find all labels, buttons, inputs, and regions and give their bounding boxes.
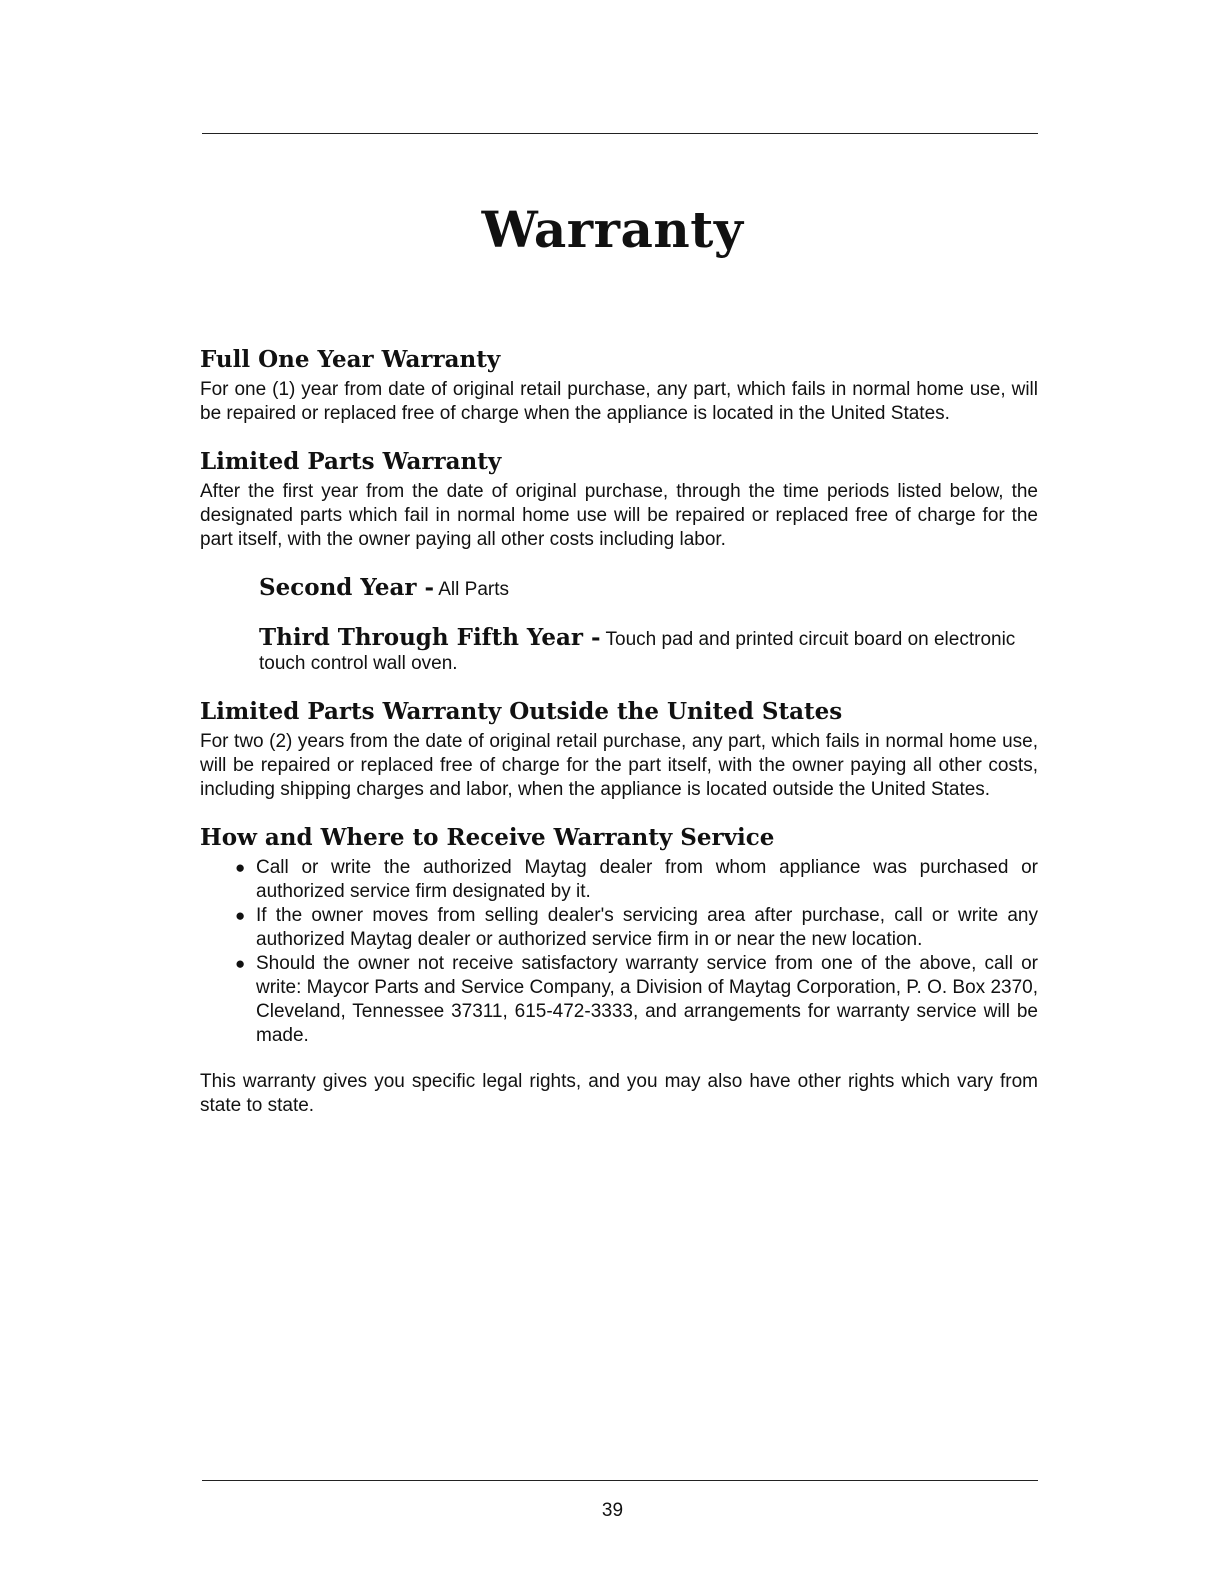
service-section — [200, 824, 1038, 1048]
full-one-year-heading: Full One Year Warranty — [200, 346, 501, 373]
outside-us-section — [200, 698, 1038, 802]
service-heading: How and Where to Receive Warranty Service — [200, 824, 775, 851]
closing-text: This warranty gives you specific legal rights, and you may also have other rights which vary from state to state. — [200, 1071, 1038, 1116]
top-rule — [202, 133, 1038, 134]
list-item — [235, 856, 1038, 904]
list-item — [235, 904, 1038, 952]
bullet-dot-icon: ● — [235, 954, 246, 973]
limited-parts-text: After the first year from the date of original purchase, through the time periods listed below, the designated parts which fail in normal home use will be repaired or replaced free of charge for the part itself, with the owner paying all other costs including labor. — [200, 481, 1038, 550]
service-bullet-text: Call or write the authorized Maytag dealer from whom appliance was purchased or authorized service firm designated by it. — [256, 857, 1038, 902]
third-fifth-year-text: Touch pad and printed circuit board on electronic touch control wall oven. — [259, 629, 1016, 674]
warranty-content — [200, 346, 1038, 1118]
outside-us-text: For two (2) years from the date of original retail purchase, any part, which fails in normal home use, will be repaired or replaced free of charge for the part itself, with the owner paying all other costs, including shipping charges and labor, when the appliance is located outside the United States. — [200, 731, 1038, 800]
full-one-year-text: For one (1) year from date of original retail purchase, any part, which fails in normal home use, will be repaired or replaced free of charge when the appliance is located in the United States. — [200, 379, 1038, 424]
second-year-heading: Second Year - — [259, 574, 435, 601]
limited-parts-heading: Limited Parts Warranty — [200, 448, 502, 475]
page-number: 39 — [601, 1500, 624, 1521]
service-list — [200, 856, 1038, 1048]
list-item — [235, 952, 1038, 1048]
bullet-dot-icon: ● — [235, 906, 246, 925]
third-fifth-year-item — [259, 624, 1038, 676]
bottom-rule — [202, 1480, 1038, 1481]
limited-parts-section — [200, 448, 1038, 552]
third-fifth-year-heading: Third Through Fifth Year - — [259, 624, 601, 651]
second-year-text: All Parts — [434, 579, 510, 600]
service-bullet-text: Should the owner not receive satisfactory warranty service from one of the above, call or write: Maycor Parts and Service Company, a Division of Maytag Corporation, P. O. Box 2370, Cleveland, Tennessee 37311, 615-472-3333, and arrangements for warranty service will be made. — [256, 953, 1038, 1046]
service-bullet-text: If the owner moves from selling dealer's servicing area after purchase, call or write any authorized Maytag dealer or authorized service firm in or near the new location. — [256, 905, 1038, 950]
second-year-item — [259, 574, 1038, 602]
full-one-year-section — [200, 346, 1038, 426]
bullet-dot-icon: ● — [235, 858, 246, 877]
page-title: Warranty — [481, 200, 744, 259]
outside-us-heading: Limited Parts Warranty Outside the United States — [200, 698, 843, 725]
